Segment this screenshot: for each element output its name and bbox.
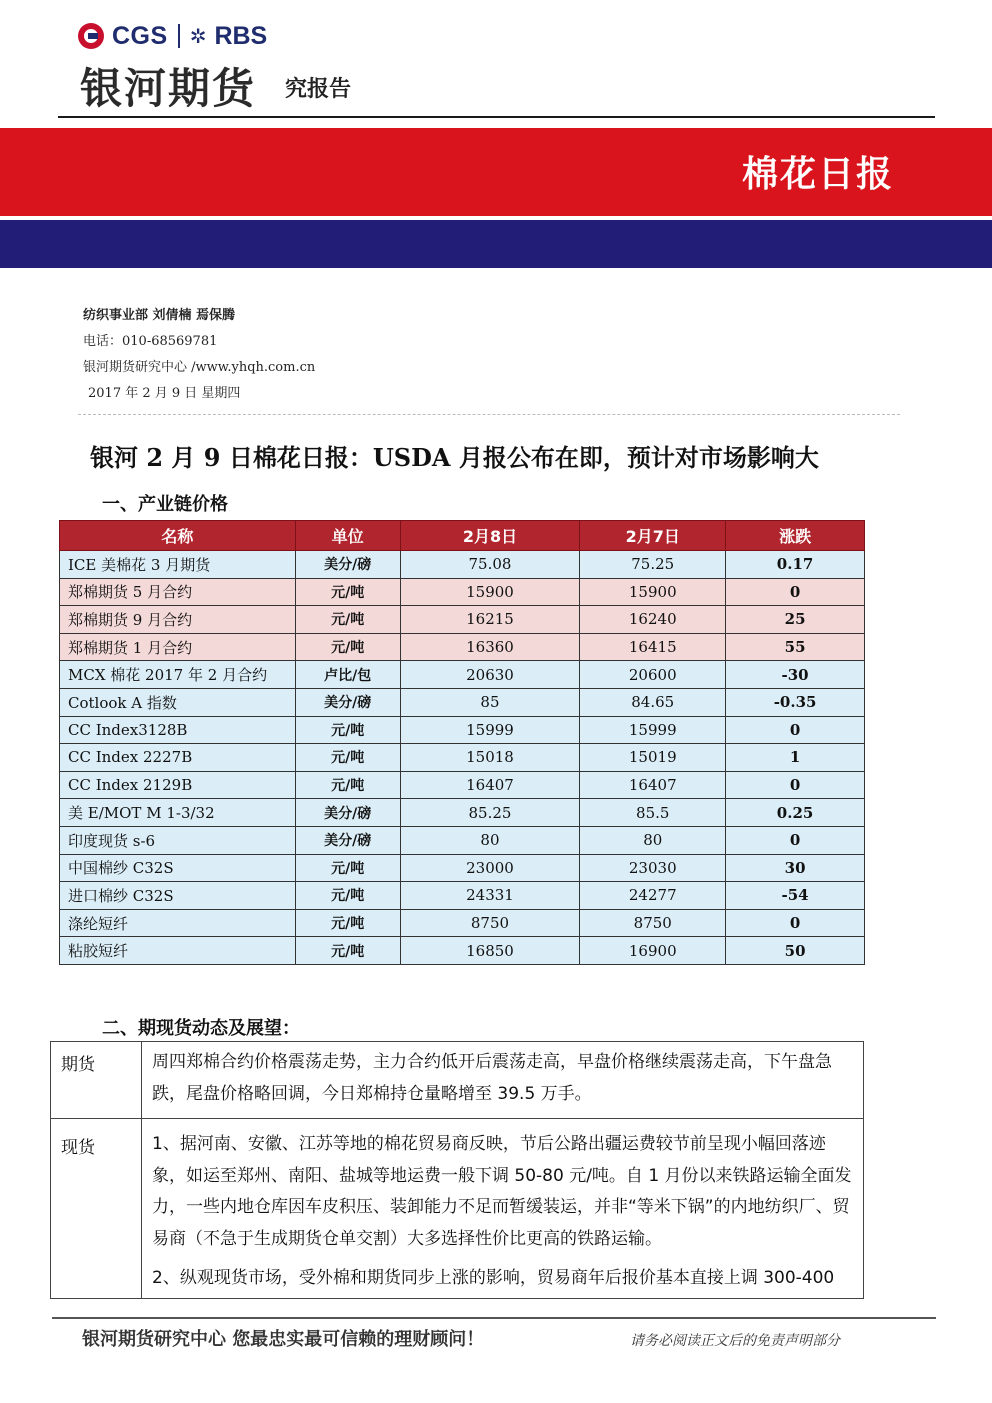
cell-unit: 元/吨 [295, 744, 400, 772]
cell-price-day2: 15900 [580, 578, 726, 606]
section-2-heading: 二、期现货动态及展望： [102, 1018, 300, 1039]
spot-paragraph-2: 2、纵观现货市场，受外棉和期货同步上涨的影响，贸易商年后报价基本直接上调 300-400 [152, 1268, 835, 1288]
header-rule [58, 116, 935, 118]
cell-name: 郑棉期货 9 月合约 [60, 606, 296, 634]
cell-price-day1: 75.08 [400, 551, 580, 579]
rbs-daisy-icon: ✲ [189, 24, 207, 48]
cell-unit: 美分/磅 [295, 826, 400, 854]
meta-divider [78, 414, 900, 415]
cell-price-day2: 85.5 [580, 799, 726, 827]
cell-name: CC Index 2227B [60, 744, 296, 772]
section-1-heading: 一、产业链价格 [102, 494, 228, 515]
banner-title: 棉花日报 [742, 154, 895, 195]
cell-name: 粘胶短纤 [60, 937, 296, 965]
cell-price-day1: 24331 [400, 882, 580, 910]
cell-price-day1: 16407 [400, 771, 580, 799]
cell-price-day1: 80 [400, 826, 580, 854]
cell-change: 50 [726, 937, 865, 965]
price-row [60, 937, 865, 965]
cell-unit: 美分/磅 [295, 551, 400, 579]
report-title: 银河 2 月 9 日棉花日报：USDA 月报公布在即，预计对市场影响大 [90, 443, 819, 472]
cell-change: 0 [726, 909, 865, 937]
cell-price-day2: 80 [580, 826, 726, 854]
cell-unit: 元/吨 [295, 606, 400, 634]
cell-price-day2: 16900 [580, 937, 726, 965]
col-header-date1: 2月8日 [400, 521, 580, 551]
author-line: 纺织事业部 刘倩楠 焉保腾 [83, 308, 236, 323]
cell-unit: 元/吨 [295, 909, 400, 937]
price-row [60, 882, 865, 910]
cell-unit: 卢比/包 [295, 661, 400, 689]
brand-name: 银河期货 [80, 64, 257, 113]
cell-unit: 美分/磅 [295, 688, 400, 716]
col-header-name: 名称 [60, 521, 296, 551]
market-dynamics-table [50, 1041, 864, 1299]
price-row [60, 578, 865, 606]
cell-price-day1: 20630 [400, 661, 580, 689]
cell-change: -30 [726, 661, 865, 689]
cell-change: 55 [726, 633, 865, 661]
cell-price-day1: 15999 [400, 716, 580, 744]
cell-name: 进口棉纱 C32S [60, 882, 296, 910]
footer-rule [52, 1317, 936, 1319]
cell-name: 涤纶短纤 [60, 909, 296, 937]
futures-label: 期货 [51, 1042, 142, 1119]
price-row [60, 606, 865, 634]
cell-change: 30 [726, 854, 865, 882]
spot-text [142, 1119, 864, 1299]
cell-change: 1 [726, 744, 865, 772]
cell-name: MCX 棉花 2017 年 2 月合约 [60, 661, 296, 689]
cell-name: 郑棉期货 1 月合约 [60, 633, 296, 661]
cell-price-day2: 15019 [580, 744, 726, 772]
futures-paragraph: 周四郑棉合约价格震荡走势，主力合约低开后震荡走高，早盘价格继续震荡走高，下午盘急跌，尾盘价格略回调，今日郑棉持仓量略增至 39.5 万手。 [152, 1052, 832, 1104]
cell-unit: 元/吨 [295, 771, 400, 799]
cell-price-day1: 15018 [400, 744, 580, 772]
cell-price-day2: 75.25 [580, 551, 726, 579]
cell-price-day2: 84.65 [580, 688, 726, 716]
cell-change: 0 [726, 826, 865, 854]
cell-price-day2: 16240 [580, 606, 726, 634]
date-line: 2017 年 2 月 9 日 星期四 [88, 386, 241, 401]
cell-price-day2: 8750 [580, 909, 726, 937]
cell-change: 0 [726, 771, 865, 799]
cell-unit: 元/吨 [295, 633, 400, 661]
cell-unit: 元/吨 [295, 716, 400, 744]
cell-price-day2: 24277 [580, 882, 726, 910]
cell-price-day1: 23000 [400, 854, 580, 882]
cell-change: 0.25 [726, 799, 865, 827]
col-header-unit: 单位 [295, 521, 400, 551]
cell-name: 郑棉期货 5 月合约 [60, 578, 296, 606]
cell-price-day1: 85.25 [400, 799, 580, 827]
price-row [60, 633, 865, 661]
header-subtitle: 究报告 [285, 77, 352, 102]
price-row [60, 744, 865, 772]
cgs-rbs-logo [78, 20, 267, 52]
cell-change: 0.17 [726, 551, 865, 579]
spot-label: 现货 [51, 1119, 142, 1299]
cell-price-day2: 16407 [580, 771, 726, 799]
cell-unit: 美分/磅 [295, 799, 400, 827]
cell-change: -0.35 [726, 688, 865, 716]
logo-divider [178, 24, 180, 48]
cgs-logo-icon [78, 23, 104, 49]
price-row [60, 716, 865, 744]
footer-slogan: 银河期货研究中心 您最忠实最可信赖的理财顾问！ [82, 1329, 485, 1350]
price-row [60, 799, 865, 827]
cell-change: -54 [726, 882, 865, 910]
cell-name: ICE 美棉花 3 月期货 [60, 551, 296, 579]
cell-name: CC Index 2129B [60, 771, 296, 799]
phone-line: 电话：010-68569781 [83, 334, 218, 349]
cell-price-day2: 15999 [580, 716, 726, 744]
cell-change: 25 [726, 606, 865, 634]
cell-unit: 元/吨 [295, 578, 400, 606]
cell-price-day1: 16215 [400, 606, 580, 634]
spot-paragraph-1: 1、据河南、安徽、江苏等地的棉花贸易商反映，节后公路出疆运费较节前呈现小幅回落迹象，如运至郑州、南阳、盐城等地运费一般下调 50-80 元/吨。自 1 月份以来铁路运输全面发力，一些内地仓库因车皮积压、装卸能力不足而暂缓装运，并非“等米下锅”的内地纺织厂、贸易商（不急于生成期货仓单交割）大多选择性价比更高的铁路运输。 [152, 1134, 852, 1249]
cell-price-day1: 15900 [400, 578, 580, 606]
cell-price-day1: 85 [400, 688, 580, 716]
cell-change: 0 [726, 578, 865, 606]
price-row [60, 771, 865, 799]
price-row [60, 661, 865, 689]
cell-name: 美 E/MOT M 1-3/32 [60, 799, 296, 827]
cell-name: 印度现货 s-6 [60, 826, 296, 854]
cell-name: Cotlook A 指数 [60, 688, 296, 716]
price-row [60, 688, 865, 716]
price-table-header [60, 521, 865, 551]
col-header-date2: 2月7日 [580, 521, 726, 551]
price-row [60, 854, 865, 882]
col-header-change: 涨跌 [726, 521, 865, 551]
cell-name: 中国棉纱 C32S [60, 854, 296, 882]
spot-row [51, 1119, 864, 1299]
cell-unit: 元/吨 [295, 854, 400, 882]
navy-banner [0, 220, 992, 268]
futures-text [142, 1042, 864, 1119]
cell-price-day1: 16360 [400, 633, 580, 661]
cell-price-day1: 16850 [400, 937, 580, 965]
futures-row [51, 1042, 864, 1119]
cell-unit: 元/吨 [295, 937, 400, 965]
price-row [60, 826, 865, 854]
price-row [60, 909, 865, 937]
footer-disclaimer: 请务必阅读正文后的免责声明部分 [630, 1333, 840, 1349]
cell-price-day2: 20600 [580, 661, 726, 689]
price-row [60, 551, 865, 579]
cell-change: 0 [726, 716, 865, 744]
cell-price-day1: 8750 [400, 909, 580, 937]
cell-price-day2: 16415 [580, 633, 726, 661]
website-line: 银河期货研究中心 /www.yhqh.com.cn [83, 360, 316, 375]
cell-price-day2: 23030 [580, 854, 726, 882]
price-table [59, 520, 865, 965]
cell-unit: 元/吨 [295, 882, 400, 910]
cell-name: CC Index3128B [60, 716, 296, 744]
logo-cgs-text: CGS [112, 21, 168, 50]
logo-rbs-text: RBS [214, 21, 268, 50]
